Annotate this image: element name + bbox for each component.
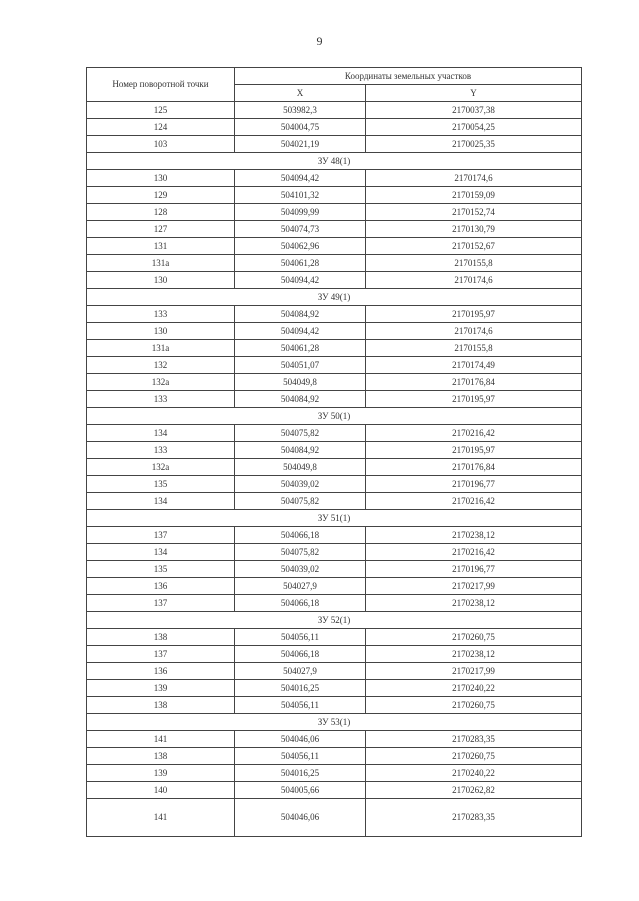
point-number-cell: 139 [87,765,235,782]
table-row [87,255,582,272]
y-coordinate-cell: 2170238,12 [366,646,582,663]
x-coordinate-cell: 504062,96 [235,238,366,255]
x-coordinate-cell: 504051,07 [235,357,366,374]
y-coordinate-cell: 2170152,67 [366,238,582,255]
y-coordinate-cell: 2170176,84 [366,459,582,476]
x-coordinate-cell: 504075,82 [235,544,366,561]
point-number-cell: 103 [87,136,235,153]
y-coordinate-cell: 2170283,35 [366,799,582,837]
table-row [87,238,582,255]
point-number-cell: 131 [87,238,235,255]
point-number-cell: 138 [87,629,235,646]
y-column-header: Y [366,85,582,102]
table-row [87,119,582,136]
x-coordinate-cell: 504039,02 [235,561,366,578]
x-coordinate-cell: 504005,66 [235,782,366,799]
table-row [87,323,582,340]
table-row [87,493,582,510]
y-coordinate-cell: 2170238,12 [366,595,582,612]
x-coordinate-cell: 504094,42 [235,323,366,340]
point-number-cell: 130 [87,323,235,340]
section-row [87,153,582,170]
y-coordinate-cell: 2170240,22 [366,680,582,697]
section-row [87,714,582,731]
point-number-cell: 136 [87,578,235,595]
y-coordinate-cell: 2170196,77 [366,561,582,578]
x-coordinate-cell: 504004,75 [235,119,366,136]
section-title: ЗУ 49(1) [87,289,582,306]
y-coordinate-cell: 2170262,82 [366,782,582,799]
x-coordinate-cell: 503982,3 [235,102,366,119]
y-coordinate-cell: 2170130,79 [366,221,582,238]
y-coordinate-cell: 2170216,42 [366,425,582,442]
section-title: ЗУ 53(1) [87,714,582,731]
point-number-cell: 131а [87,255,235,272]
point-number-cell: 132а [87,459,235,476]
point-number-cell: 134 [87,493,235,510]
y-coordinate-cell: 2170174,6 [366,272,582,289]
y-coordinate-cell: 2170152,74 [366,204,582,221]
y-coordinate-cell: 2170025,35 [366,136,582,153]
table-row [87,204,582,221]
point-number-cell: 139 [87,680,235,697]
y-coordinate-cell: 2170217,99 [366,663,582,680]
y-coordinate-cell: 2170260,75 [366,629,582,646]
table-row [87,765,582,782]
point-number-cell: 140 [87,782,235,799]
table-row [87,102,582,119]
point-number-cell: 137 [87,527,235,544]
section-title: ЗУ 50(1) [87,408,582,425]
x-coordinate-cell: 504016,25 [235,765,366,782]
point-number-cell: 132а [87,374,235,391]
table-row [87,425,582,442]
point-number-cell: 133 [87,391,235,408]
x-coordinate-cell: 504075,82 [235,425,366,442]
point-number-cell: 141 [87,731,235,748]
y-coordinate-cell: 2170195,97 [366,306,582,323]
table-row [87,646,582,663]
page-number: 9 [316,34,323,48]
x-coordinate-cell: 504099,99 [235,204,366,221]
point-number-cell: 130 [87,272,235,289]
y-coordinate-cell: 2170155,8 [366,340,582,357]
point-number-cell: 134 [87,425,235,442]
table-row [87,697,582,714]
table-row [87,306,582,323]
section-title: ЗУ 52(1) [87,612,582,629]
y-coordinate-cell: 2170174,6 [366,323,582,340]
table-row [87,799,582,837]
table-row [87,782,582,799]
x-coordinate-cell: 504084,92 [235,442,366,459]
point-number-cell: 136 [87,663,235,680]
y-coordinate-cell: 2170216,42 [366,544,582,561]
x-coordinate-cell: 504056,11 [235,697,366,714]
table-row [87,680,582,697]
x-coordinate-cell: 504046,06 [235,799,366,837]
x-coordinate-cell: 504021,19 [235,136,366,153]
table-row [87,272,582,289]
y-coordinate-cell: 2170283,35 [366,731,582,748]
x-coordinate-cell: 504049,8 [235,459,366,476]
point-number-cell: 133 [87,306,235,323]
y-coordinate-cell: 2170195,97 [366,442,582,459]
table-row [87,578,582,595]
table-row [87,442,582,459]
x-coordinate-cell: 504084,92 [235,306,366,323]
y-coordinate-cell: 2170195,97 [366,391,582,408]
x-coordinate-cell: 504016,25 [235,680,366,697]
x-coordinate-cell: 504074,73 [235,221,366,238]
point-number-cell: 125 [87,102,235,119]
table-row [87,663,582,680]
section-row [87,408,582,425]
x-coordinate-cell: 504066,18 [235,595,366,612]
point-number-cell: 129 [87,187,235,204]
table-row [87,357,582,374]
table-row [87,459,582,476]
section-row [87,612,582,629]
x-coordinate-cell: 504046,06 [235,731,366,748]
x-column-header: X [235,85,366,102]
point-number-cell: 127 [87,221,235,238]
table-row [87,391,582,408]
point-number-cell: 135 [87,561,235,578]
table-row [87,136,582,153]
section-title: ЗУ 48(1) [87,153,582,170]
y-coordinate-cell: 2170174,49 [366,357,582,374]
x-coordinate-cell: 504094,42 [235,170,366,187]
table-row [87,221,582,238]
section-title: ЗУ 51(1) [87,510,582,527]
x-coordinate-cell: 504075,82 [235,493,366,510]
y-coordinate-cell: 2170176,84 [366,374,582,391]
section-row [87,510,582,527]
x-coordinate-cell: 504066,18 [235,646,366,663]
point-number-cell: 137 [87,646,235,663]
point-number-header: Номер поворотной точки [87,68,235,102]
table-row [87,187,582,204]
x-coordinate-cell: 504101,32 [235,187,366,204]
x-coordinate-cell: 504049,8 [235,374,366,391]
y-coordinate-cell: 2170238,12 [366,527,582,544]
point-number-cell: 138 [87,748,235,765]
coordinates-header: Координаты земельных участков [235,68,582,85]
point-number-cell: 135 [87,476,235,493]
table-row [87,527,582,544]
coordinates-table [86,67,582,837]
y-coordinate-cell: 2170240,22 [366,765,582,782]
table-row [87,595,582,612]
y-coordinate-cell: 2170196,77 [366,476,582,493]
section-row [87,289,582,306]
point-number-cell: 137 [87,595,235,612]
table-row [87,170,582,187]
y-coordinate-cell: 2170054,25 [366,119,582,136]
table-row [87,731,582,748]
x-coordinate-cell: 504084,92 [235,391,366,408]
x-coordinate-cell: 504061,28 [235,255,366,272]
y-coordinate-cell: 2170260,75 [366,748,582,765]
point-number-cell: 141 [87,799,235,837]
x-coordinate-cell: 504061,28 [235,340,366,357]
y-coordinate-cell: 2170260,75 [366,697,582,714]
y-coordinate-cell: 2170155,8 [366,255,582,272]
x-coordinate-cell: 504056,11 [235,748,366,765]
y-coordinate-cell: 2170217,99 [366,578,582,595]
table-row [87,748,582,765]
table-row [87,374,582,391]
y-coordinate-cell: 2170037,38 [366,102,582,119]
point-number-cell: 133 [87,442,235,459]
table-header [87,68,582,102]
table-row [87,561,582,578]
y-coordinate-cell: 2170174,6 [366,170,582,187]
x-coordinate-cell: 504066,18 [235,527,366,544]
x-coordinate-cell: 504039,02 [235,476,366,493]
x-coordinate-cell: 504056,11 [235,629,366,646]
table-row [87,340,582,357]
table-body [87,102,582,837]
point-number-cell: 130 [87,170,235,187]
point-number-cell: 124 [87,119,235,136]
point-number-cell: 138 [87,697,235,714]
y-coordinate-cell: 2170216,42 [366,493,582,510]
table-row [87,544,582,561]
point-number-cell: 134 [87,544,235,561]
table-row [87,629,582,646]
x-coordinate-cell: 504027,9 [235,578,366,595]
y-coordinate-cell: 2170159,09 [366,187,582,204]
x-coordinate-cell: 504027,9 [235,663,366,680]
point-number-cell: 132 [87,357,235,374]
table-row [87,476,582,493]
x-coordinate-cell: 504094,42 [235,272,366,289]
point-number-cell: 128 [87,204,235,221]
point-number-cell: 131а [87,340,235,357]
